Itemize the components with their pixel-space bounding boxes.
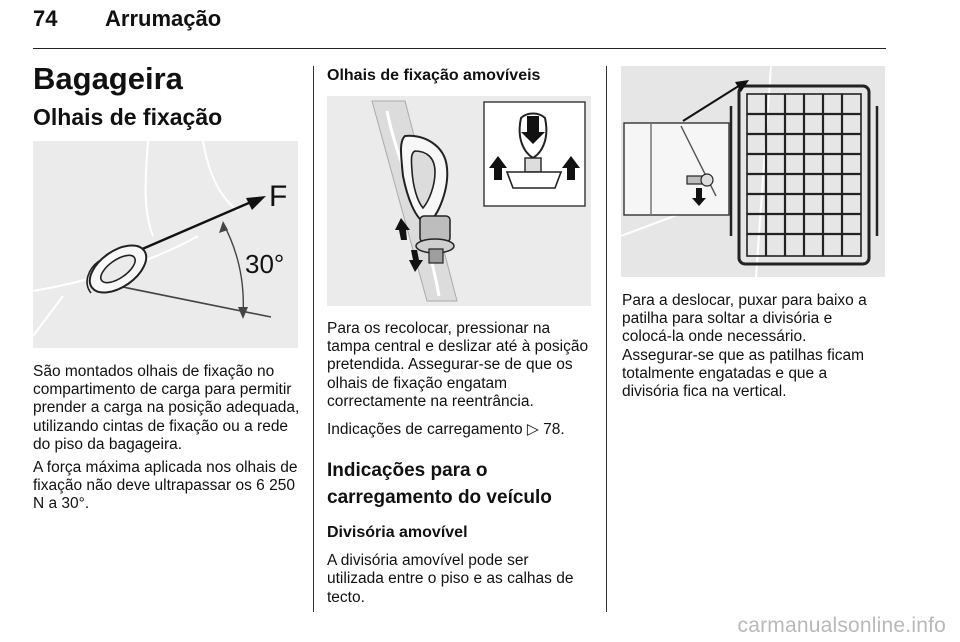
subsection-title: Olhais de fixação: [33, 104, 223, 130]
column-divider: [606, 66, 607, 612]
paragraph: São montados olhais de fixação no compartimento de carga para permitir prender a carga na posição adequada, utilizando cintas de fixação ou a rede do piso da bagageira.: [33, 363, 300, 453]
figure-removable-eyes: [327, 96, 591, 306]
reference-page: 78.: [543, 421, 565, 439]
paragraph: Para a deslocar, puxar para baixo a patilha para soltar a divisória e colocá-la onde necessário.: [622, 292, 867, 346]
column-1: [33, 62, 303, 131]
page-header: [33, 6, 885, 46]
subsection-heading: Olhais de fixação amovíveis: [327, 67, 541, 84]
chapter-title: Arrumação: [105, 6, 222, 31]
cargo-net-illustration: [621, 66, 885, 277]
paragraph: A força máxima aplicada nos olhais de fixação não deve ultrapassar os 6 250 N a 30°.: [33, 459, 298, 513]
cross-reference-text: Indicações de carregamento: [327, 421, 523, 439]
page-number: 74: [33, 6, 58, 31]
paragraph: A divisória amovível pode ser utilizada entre o piso e as calhas de tecto.: [327, 552, 574, 606]
column-divider: [313, 66, 314, 612]
paragraph: Assegurar-se que as patilhas ficam totalmente engatadas e que a divisória fica na vertical.: [622, 346, 865, 401]
column-1-text: [33, 363, 305, 514]
removable-eye-illustration: [327, 96, 591, 306]
cross-reference: [327, 421, 595, 439]
figure-tie-down-eye: [33, 141, 298, 348]
header-divider: [33, 48, 886, 49]
watermark: carmanualsonline.info: [737, 614, 946, 637]
tie-down-eye-illustration: [33, 141, 298, 348]
column-2-text: [327, 320, 595, 607]
section-title: Bagageira: [33, 61, 183, 96]
force-label: F: [269, 180, 288, 213]
reference-arrow-icon: ▷: [526, 421, 539, 439]
angle-label: 30°: [245, 249, 285, 279]
subsection-heading: Divisória amovível: [327, 524, 468, 542]
section-heading: Indicações para o carregamento do veículo: [327, 460, 552, 509]
column-2-heading: [327, 66, 593, 86]
column-3-text: [622, 292, 884, 401]
paragraph: Para os recolocar, pressionar na tampa central e deslizar até à posição pretendida. Assegurar-se de que os olhais de fixação engatam correctamente na reentrância.: [327, 320, 589, 410]
figure-cargo-net: [621, 66, 885, 277]
